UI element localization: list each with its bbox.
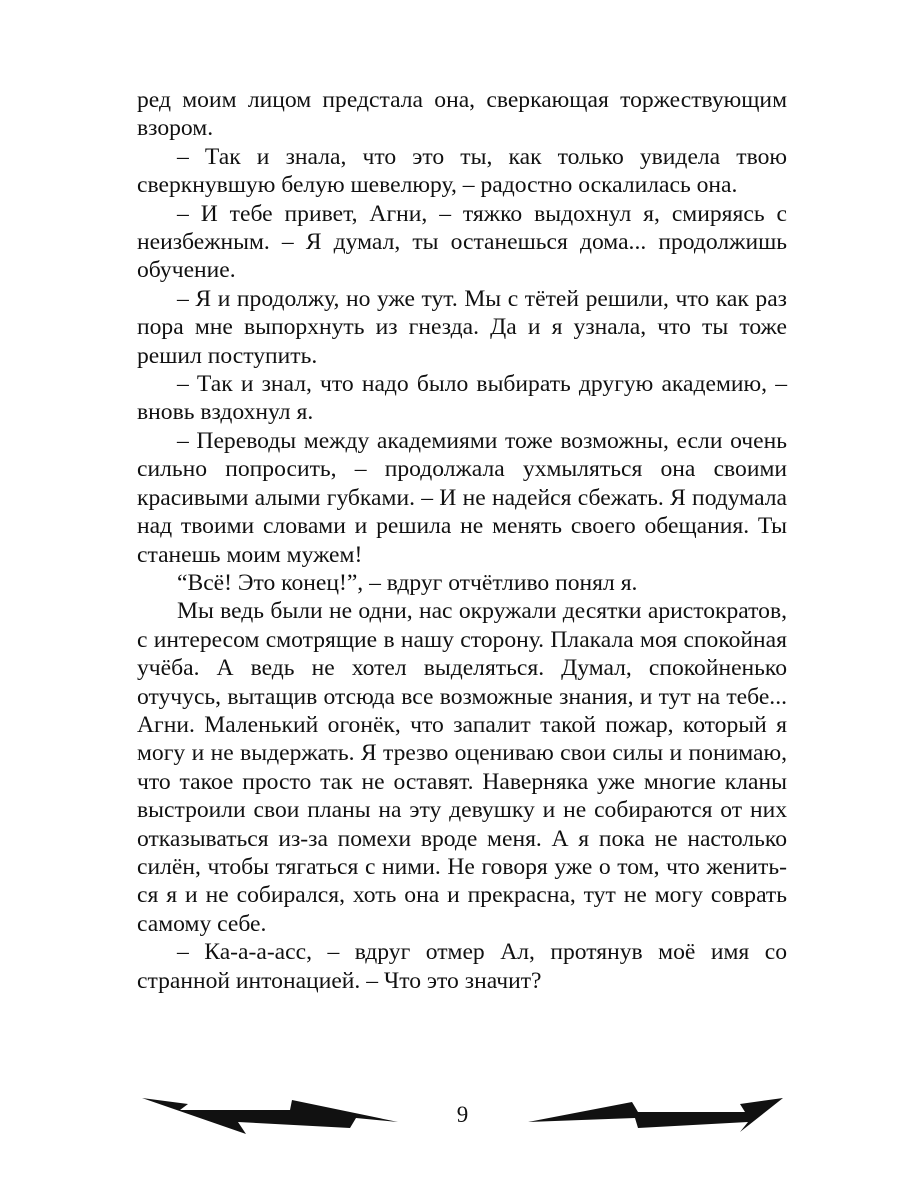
page-number: 9 — [456, 1102, 469, 1127]
paragraph: – Так и знала, что это ты, как только увидела твою сверкнувшую белую шевелюру, – радостно оскалилась она. — [137, 143, 787, 199]
paragraph: Мы ведь были не одни, нас окружали десятки аристократов, с интересом смотрящие в нашу сторону. Плакала моя спокойная учёба. А ведь не хотел выделяться. Думал, спокойненько отучусь, вытащив отсюда все возможные знания, и тут на тебе... Агни. Маленький огонёк, что запалит такой пожар, который я могу и не выдержать. Я трезво оцениваю свои силы и понимаю, что такое просто так не оставят. Наверняка уже многие кланы выстроили свои планы на эту девушку и не собираются от них отказываться из-за помехи вроде меня. А я пока не настолько силён, чтобы тягаться с ними. Не говоря уже о том, что жениться я и не собирался, хоть она и прекрасна, тут не могу соврать самому себе. — [137, 598, 787, 937]
paragraph: – Я и продолжу, но уже тут. Мы с тётей решили, что как раз пора мне выпорхнуть из гнезда. Да и я узнала, что ты тоже решил поступить. — [137, 285, 787, 369]
paragraph: – Ка-а-а-асс, – вдруг отмер Ал, протянув моё имя со странной интонацией. – Что это значит? — [137, 939, 787, 994]
paragraph: – И тебе привет, Агни, – тяжко выдохнул я, смиряясь с неизбежным. – Я думал, ты останешься дома... продолжишь обучение. — [137, 200, 787, 284]
paragraph: – Переводы между академиями тоже возможны, если очень сильно попросить, – продолжала ухмыляться она своими красивыми алыми губками. – И не надейся сбежать. Я подумала над твоими словами и решила не менять своего обещания. Ты станешь моим мужем! — [137, 427, 787, 568]
body-text — [137, 86, 787, 995]
paragraph: “Всё! Это конец!”, – вдруг отчётливо понял я. — [177, 569, 638, 596]
paragraph: – Так и знал, что надо было выбирать другую академию, – вновь вздохнул я. — [137, 371, 787, 426]
page-footer — [140, 1088, 785, 1148]
paragraph: ред моим лицом предстала она, сверкающая торжествующим взором. — [137, 87, 787, 142]
